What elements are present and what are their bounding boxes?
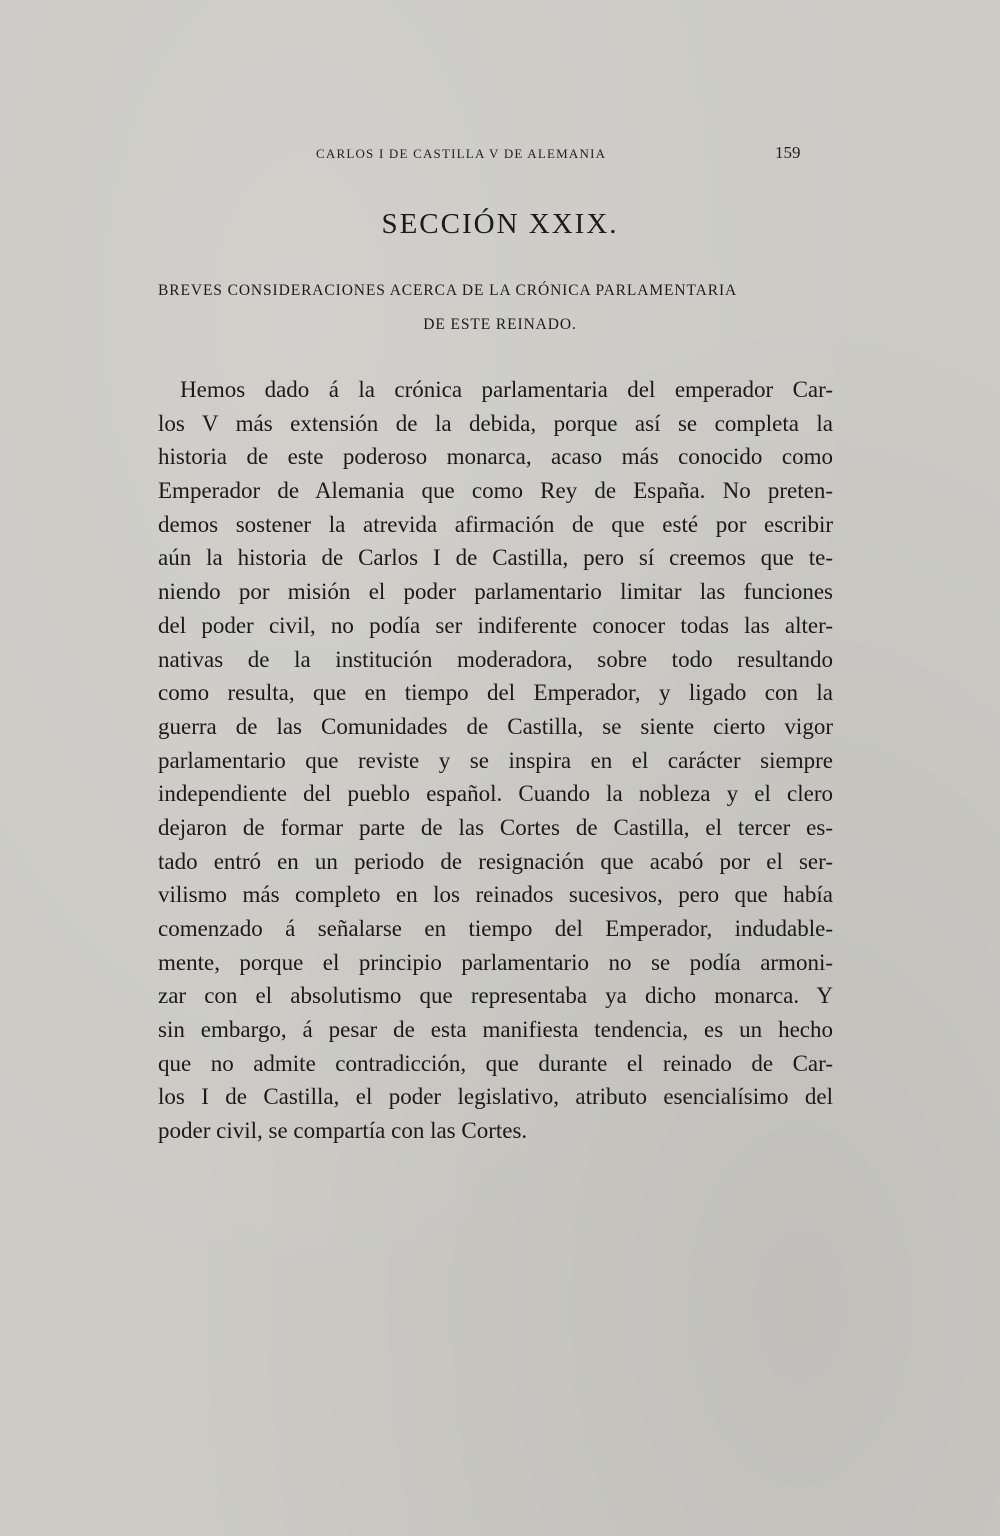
body-line: nativas de la institución moderadora, sobre todo resultando bbox=[158, 646, 833, 672]
body-line: del poder civil, no podía ser indiferente conocer todas las alter- bbox=[158, 612, 833, 638]
body-line: tado entró en un periodo de resignación que acabó por el ser- bbox=[158, 848, 833, 874]
body-line: aún la historia de Carlos I de Castilla, pero sí creemos que te- bbox=[158, 545, 833, 571]
body-line: zar con el absolutismo que representaba ya dicho monarca. Y bbox=[158, 983, 833, 1009]
body-line: parlamentario que reviste y se inspira en el carácter siempre bbox=[158, 747, 833, 773]
body-line: mente, porque el principio parlamentario no se podía armoni- bbox=[158, 949, 833, 975]
running-head: CARLOS I DE CASTILLA V DE ALEMANIA bbox=[316, 146, 607, 161]
body-line: que no admite contradicción, que durante el reinado de Car- bbox=[158, 1050, 833, 1076]
body-line: demos sostener la atrevida afirmación de que esté por escribir bbox=[158, 511, 833, 537]
body-line: historia de este poderoso monarca, acaso más conocido como bbox=[158, 444, 833, 470]
body-line: los V más extensión de la debida, porque así se completa la bbox=[158, 410, 833, 436]
body-line: los I de Castilla, el poder legislativo, atributo esencialísimo del bbox=[158, 1084, 833, 1110]
section-subtitle-line-2: DE ESTE REINADO. bbox=[423, 316, 577, 333]
page-number: 159 bbox=[775, 143, 801, 162]
body-paragraph bbox=[158, 373, 833, 1148]
section-subtitle-line-1: BREVES CONSIDERACIONES ACERCA DE LA CRÓNICA PARLAMENTARIA bbox=[158, 282, 738, 299]
body-line: comenzado á señalarse en tiempo del Emperador, indudable- bbox=[158, 916, 833, 941]
body-line: poder civil, se compartía con las Cortes. bbox=[158, 1118, 528, 1144]
body-line: guerra de las Comunidades de Castilla, se siente cierto vigor bbox=[158, 713, 833, 739]
body-line: como resulta, que en tiempo del Emperador, y ligado con la bbox=[158, 680, 833, 706]
body-line: dejaron de formar parte de las Cortes de Castilla, el tercer es- bbox=[158, 814, 833, 840]
body-line: vilismo más completo en los reinados sucesivos, pero que había bbox=[158, 882, 833, 908]
body-line: independiente del pueblo español. Cuando la nobleza y el clero bbox=[158, 781, 833, 807]
body-line: sin embargo, á pesar de esta manifiesta tendencia, es un hecho bbox=[158, 1017, 833, 1043]
body-line: Hemos dado á la crónica parlamentaria del emperador Car- bbox=[180, 377, 833, 402]
body-line: Emperador de Alemania que como Rey de España. No preten- bbox=[158, 478, 833, 504]
body-line: niendo por misión el poder parlamentario limitar las funciones bbox=[158, 579, 833, 605]
section-title: SECCIÓN XXIX. bbox=[381, 208, 619, 240]
